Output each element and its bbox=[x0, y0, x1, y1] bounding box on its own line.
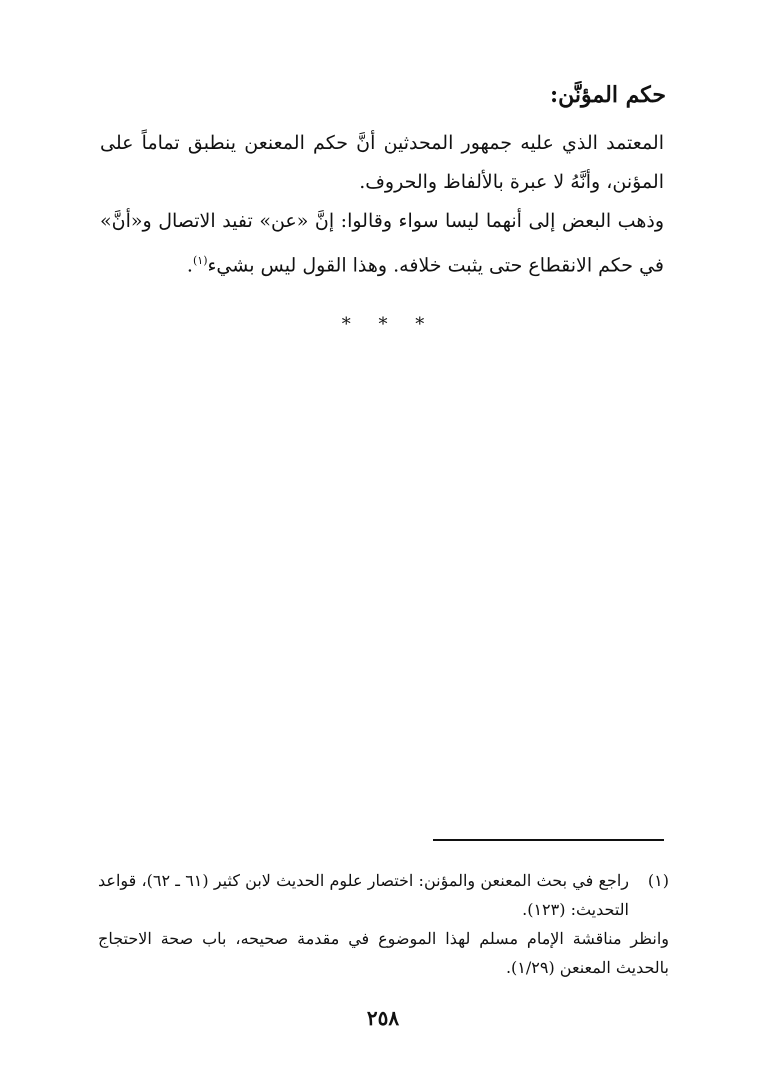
paragraph-2-end: . bbox=[186, 254, 193, 277]
paragraph-2 bbox=[100, 202, 664, 285]
footnote-1 bbox=[98, 866, 669, 924]
footnotes-section bbox=[98, 866, 669, 982]
paragraph-1: المعتمد الذي عليه جمهور المحدثين أنَّ حكم المعنعن ينطبق تماماً على المؤنن، وأنَّهُ لا عبرة بالألفاظ والحروف. bbox=[100, 132, 665, 193]
section-separator: * * * bbox=[341, 314, 425, 335]
footnote-continuation: وانظر مناقشة الإمام مسلم لهذا الموضوع في مقدمة صحيحه، باب صحة الاحتجاج بالحديث المعنعن (١/٢٩). bbox=[98, 929, 669, 977]
footnote-marker: (١) bbox=[192, 254, 208, 267]
section-heading: حكم المؤنَّن: bbox=[550, 82, 666, 108]
footnote-text: راجع في بحث المعنعن والمؤنن: اختصار علوم الحديث لابن كثير (٦١ ـ ٦٢)، قواعد التحديث: (١٢٣). bbox=[98, 871, 630, 919]
page-number: ٢٥٨ bbox=[366, 1006, 400, 1030]
paragraph-2-text: وذهب البعض إلى أنهما ليسا سواء وقالوا: إنَّ «عن» تفيد الاتصال و«أنَّ» في حكم الانقطاع حتى يثبت خلافه. وهذا القول ليس بشيء bbox=[100, 210, 664, 277]
footnote-number: (١) bbox=[647, 871, 669, 890]
footnote-rule bbox=[433, 839, 664, 841]
